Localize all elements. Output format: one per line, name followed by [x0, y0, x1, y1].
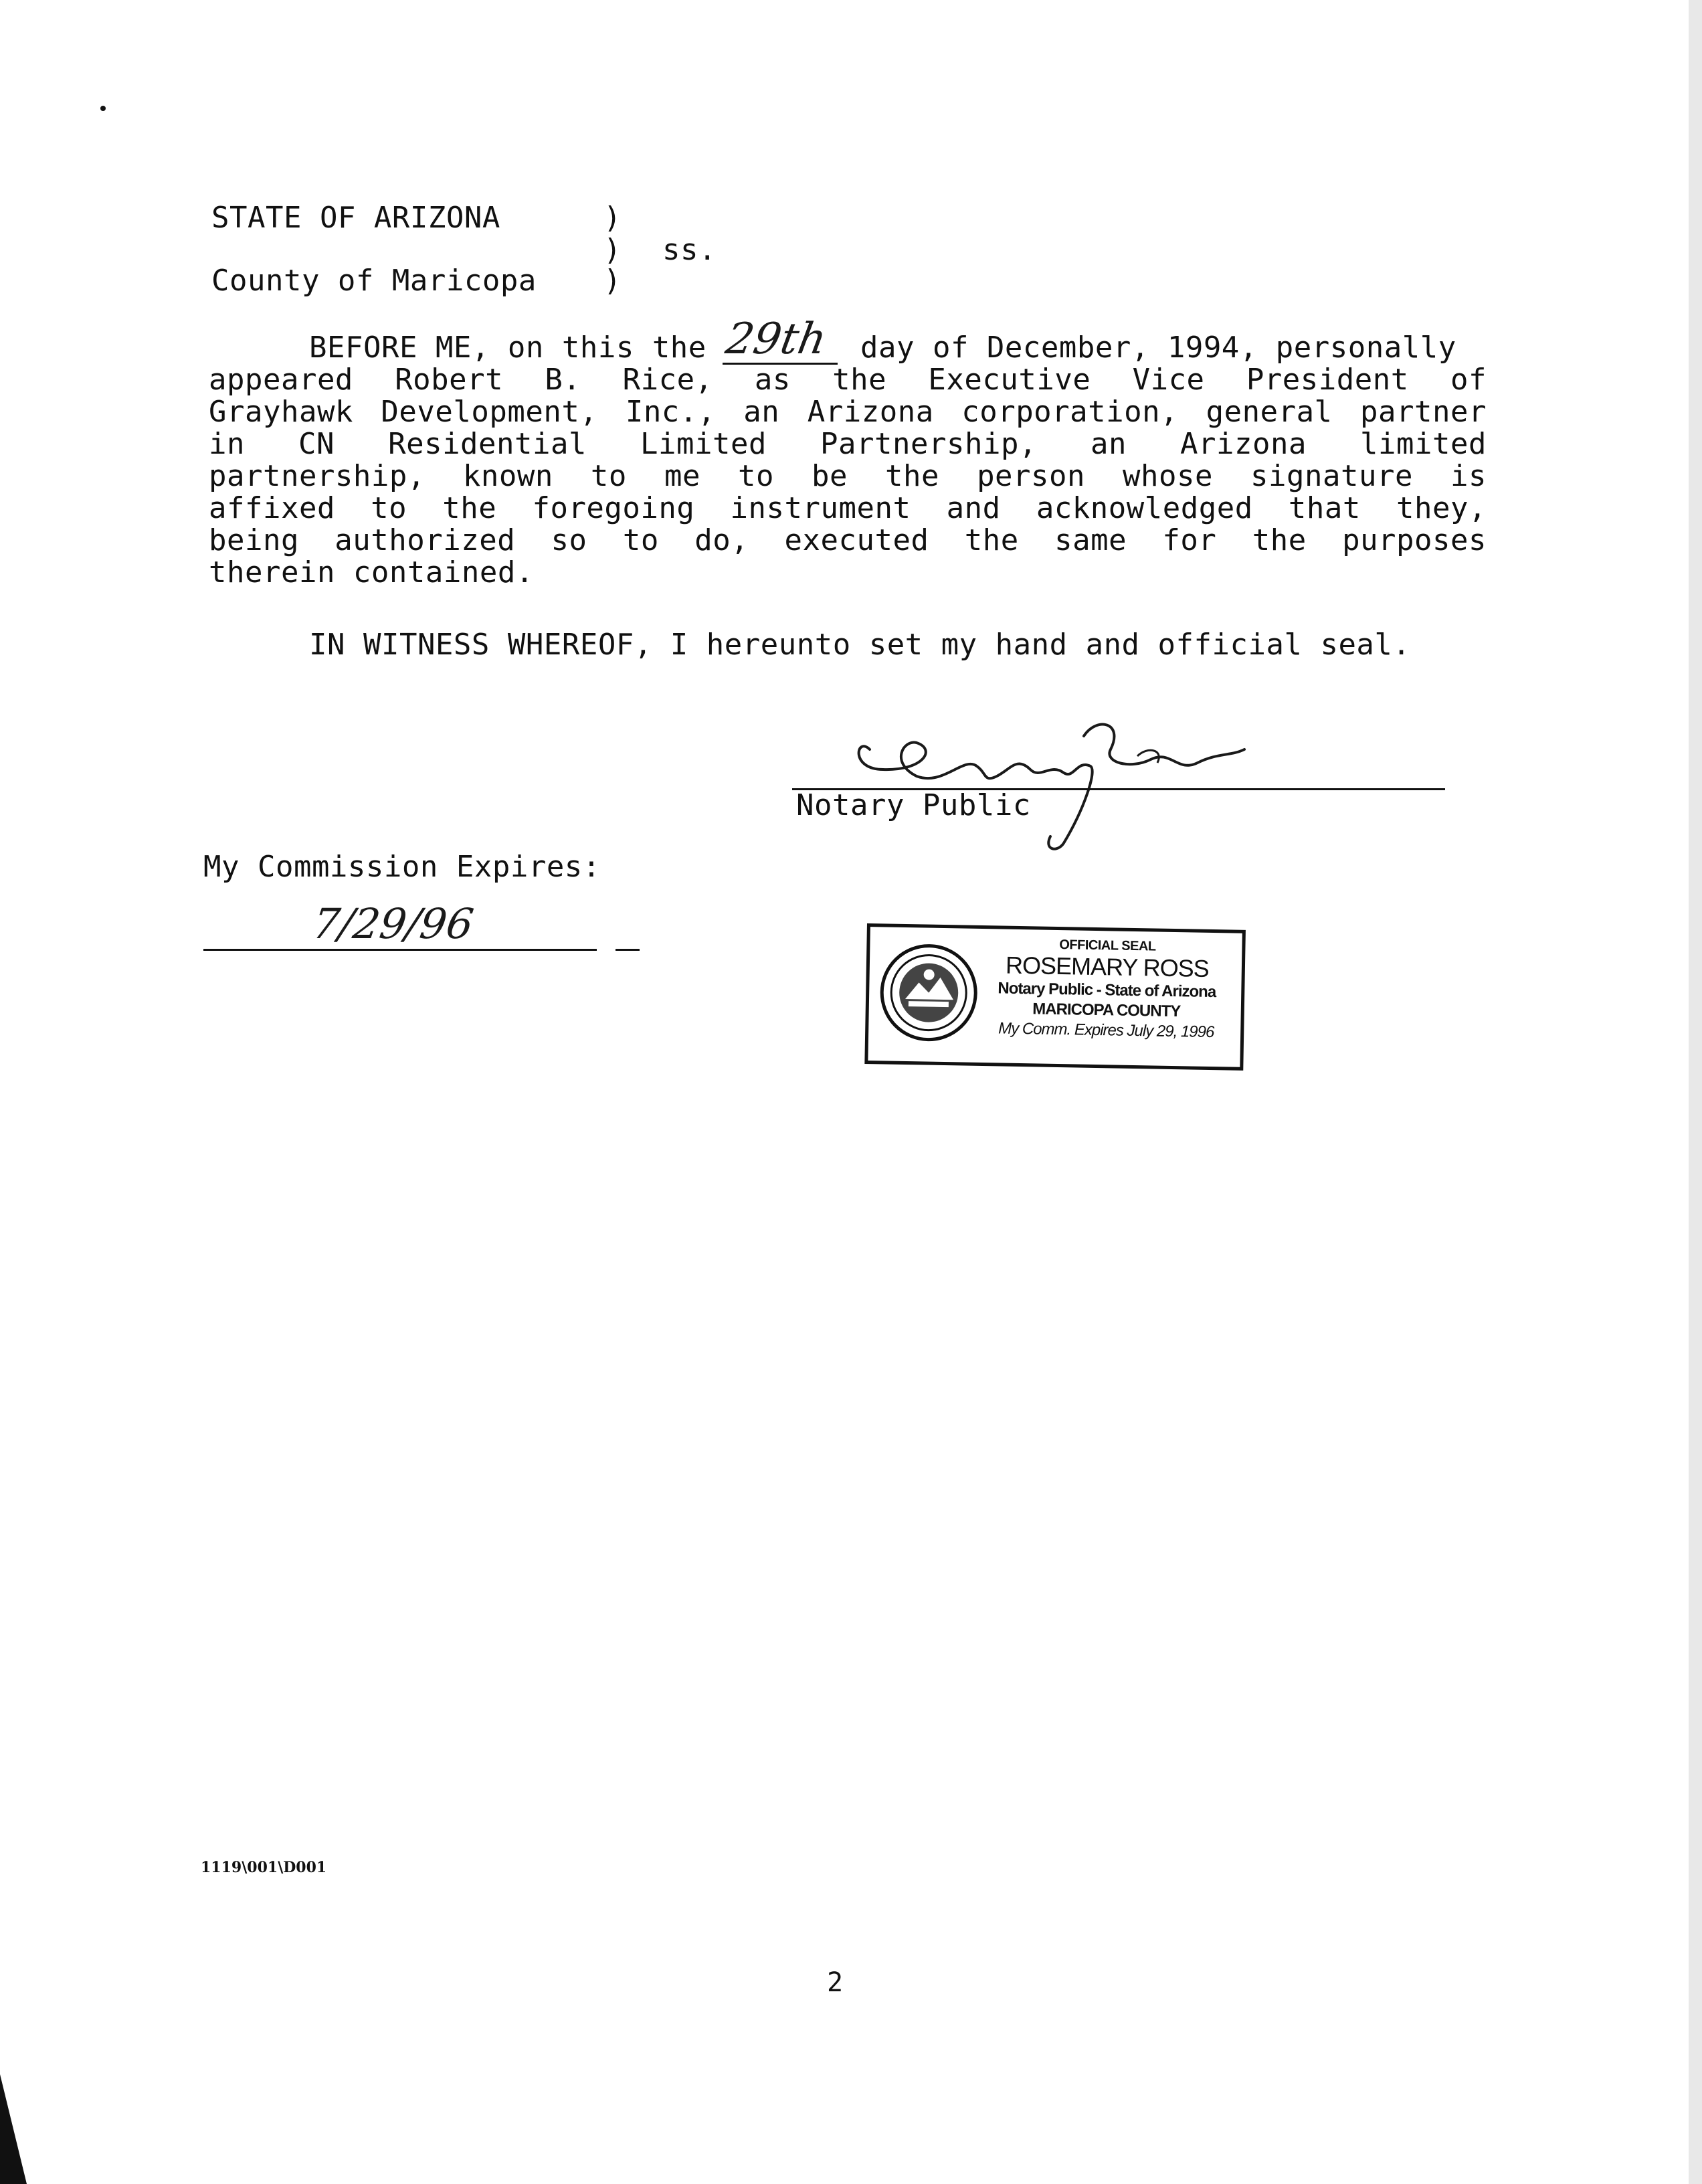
ack-line: affixed to the foregoing instrument and acknowledged that they,: [209, 491, 1487, 525]
ack-line-1-end: day of December, 1994, personally: [860, 331, 1456, 365]
commission-date-line: [203, 949, 597, 951]
ack-line: Grayhawk Development, Inc., an Arizona corporation, general partner: [209, 395, 1487, 429]
notary-signature: [843, 709, 1258, 856]
ack-line: appeared Robert B. Rice, as the Executive Vice President of: [209, 363, 1487, 397]
page-number: 2: [827, 1967, 844, 1998]
handwritten-day: 29th: [722, 314, 830, 364]
venue-county: County of Maricopa: [211, 264, 537, 298]
seal-line-expires: My Comm. Expires July 29, 1996: [998, 1019, 1214, 1042]
signature-drawing: [843, 709, 1258, 856]
ack-line: partnership, known to me to be the person whose signature is: [209, 459, 1487, 493]
scan-speck: [100, 106, 106, 111]
ack-line: therein contained.: [209, 555, 534, 589]
venue-paren-1: ): [603, 201, 622, 235]
scan-edge-shadow: [0, 2074, 80, 2184]
ack-line: being authorized so to do, executed the same for the purposes: [209, 523, 1487, 557]
ack-line: in CN Residential Limited Partnership, an Arizona limited: [209, 427, 1487, 461]
seal-line-name: ROSEMARY ROSS: [1005, 951, 1210, 982]
scan-right-edge: [1689, 0, 1702, 2184]
seal-text-block: [975, 935, 1238, 1043]
commission-date-handwritten: 7/29/96: [309, 899, 477, 948]
commission-label: My Commission Expires:: [203, 850, 601, 884]
commission-trailing-dash: [616, 949, 640, 951]
ack-line-1-start: BEFORE ME, on this the: [309, 331, 706, 365]
notary-public-label: Notary Public: [796, 788, 1031, 822]
seal-line-official: OFFICIAL SEAL: [1059, 937, 1156, 954]
venue-ss: ss.: [662, 233, 717, 267]
seal-line-county: MARICOPA COUNTY: [1032, 1000, 1181, 1021]
state-seal-icon: [878, 941, 980, 1044]
witness-statement: IN WITNESS WHEREOF, I hereunto set my hand and official seal.: [309, 628, 1411, 662]
official-seal-stamp: [864, 923, 1246, 1071]
seal-line-title: Notary Public - State of Arizona: [998, 979, 1216, 1002]
venue-paren-2: ): [603, 233, 622, 267]
venue-paren-3: ): [603, 264, 622, 298]
document-id: 1119\001\D001: [201, 1859, 327, 1876]
acknowledgment-paragraph: [209, 364, 1487, 589]
venue-state: STATE OF ARIZONA: [211, 201, 500, 235]
